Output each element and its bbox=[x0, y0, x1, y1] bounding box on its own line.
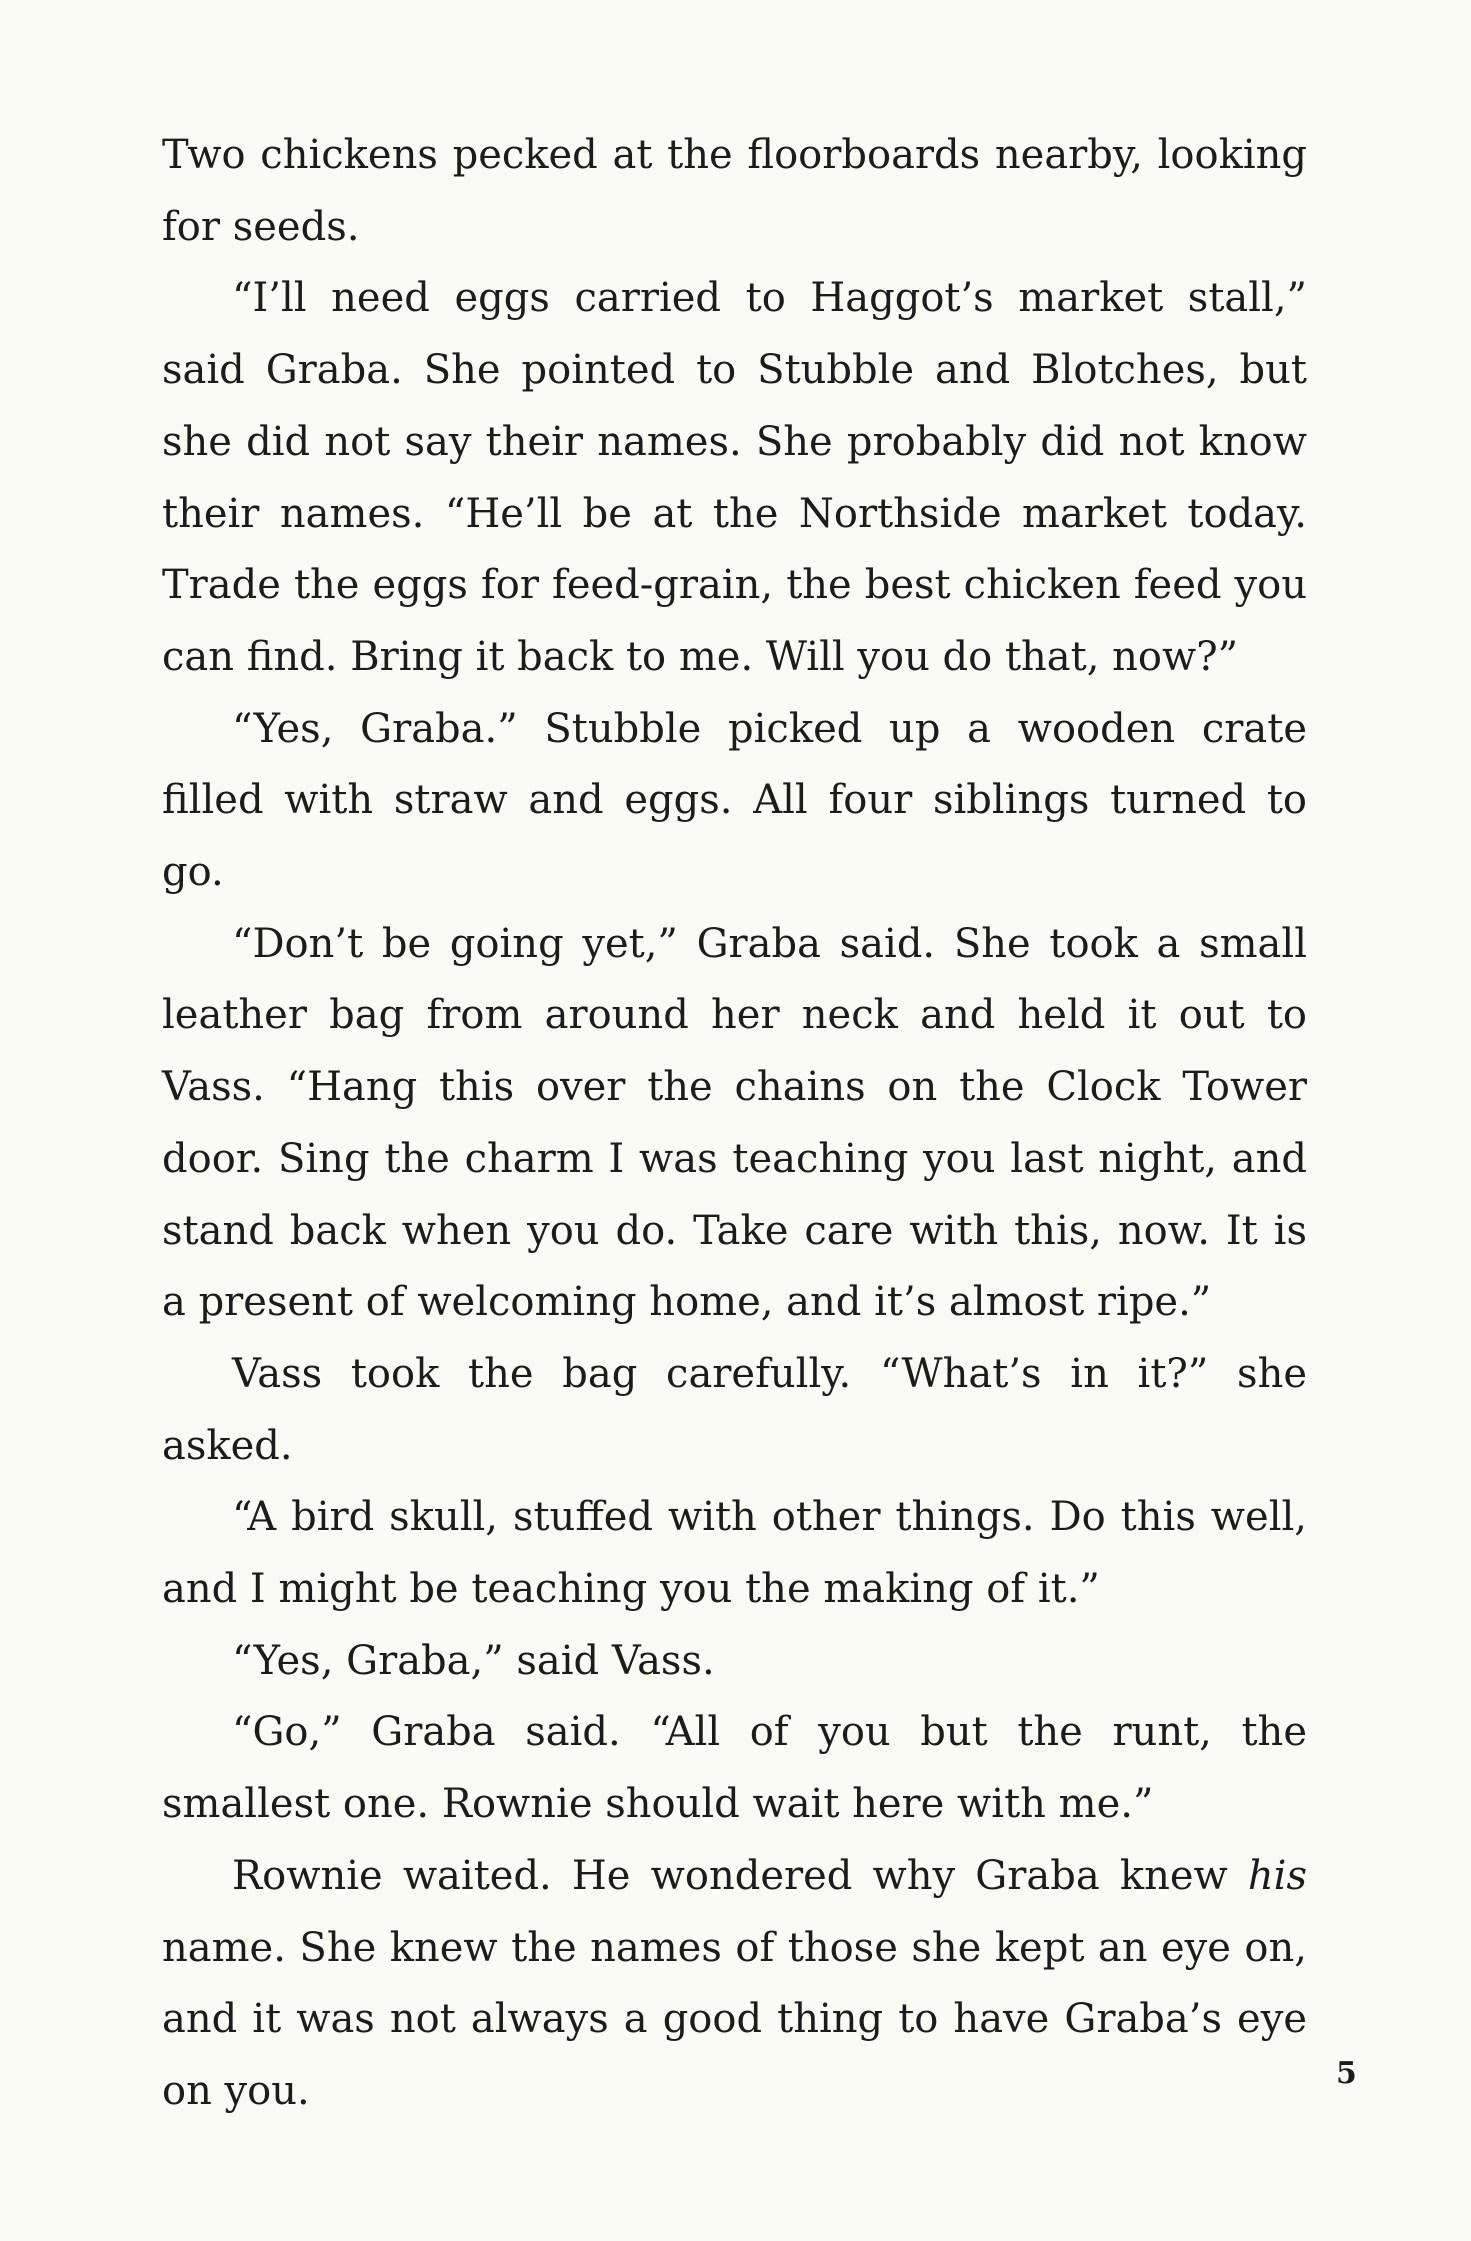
text-segment: “Yes, Graba,” said Vass. bbox=[232, 1637, 715, 1684]
italic-text: his bbox=[1247, 1852, 1307, 1899]
paragraph bbox=[162, 909, 1307, 1339]
text-segment: Two chickens pecked at the floorboards nearby, looking for seeds. bbox=[162, 132, 1307, 250]
paragraph bbox=[162, 1626, 1307, 1698]
text-segment: Rownie waited. He wondered why Graba knew bbox=[232, 1852, 1248, 1899]
paragraph bbox=[162, 1339, 1307, 1482]
body-text bbox=[162, 120, 1307, 2128]
paragraph bbox=[162, 1841, 1307, 2128]
paragraph bbox=[162, 120, 1307, 263]
text-segment: “Yes, Graba.” Stubble picked up a wooden crate filled with straw and eggs. All four siblings turned to go. bbox=[162, 705, 1307, 896]
text-segment: Vass took the bag carefully. “What’s in it?” she asked. bbox=[162, 1350, 1307, 1469]
page-number: 5 bbox=[1336, 2056, 1357, 2091]
paragraph bbox=[162, 263, 1307, 693]
text-segment: name. She knew the names of those she kept an eye on, and it was not always a good thing to have Graba’s eye on you. bbox=[162, 1924, 1307, 2114]
paragraph bbox=[162, 1697, 1307, 1840]
paragraph bbox=[162, 1482, 1307, 1625]
text-segment: “A bird skull, stuffed with other things. Do this well, and I might be teaching you the making of it.” bbox=[162, 1494, 1307, 1613]
text-segment: “Go,” Graba said. “All of you but the runt, the smallest one. Rownie should wait here with me.” bbox=[162, 1709, 1307, 1828]
text-segment: “Don’t be going yet,” Graba said. She took a small leather bag from around her neck and held it out to Vass. “Hang this over the chains on the Clock Tower door. Sing the charm I was teaching you last night, and stand back when you do. Take care with this, now. It is a present of welcoming home, and it’s almost ripe.” bbox=[162, 920, 1307, 1326]
text-segment: “I’ll need eggs carried to Haggot’s market stall,” said Graba. She pointed to Stubble and Blotches, but she did not say their names. She probably did not know their names. “He’ll be at the Northside market today. Trade the eggs for feed-grain, the best chicken feed you can find. Bring it back to me. Will you do that, now?” bbox=[162, 275, 1307, 680]
paragraph bbox=[162, 694, 1307, 909]
